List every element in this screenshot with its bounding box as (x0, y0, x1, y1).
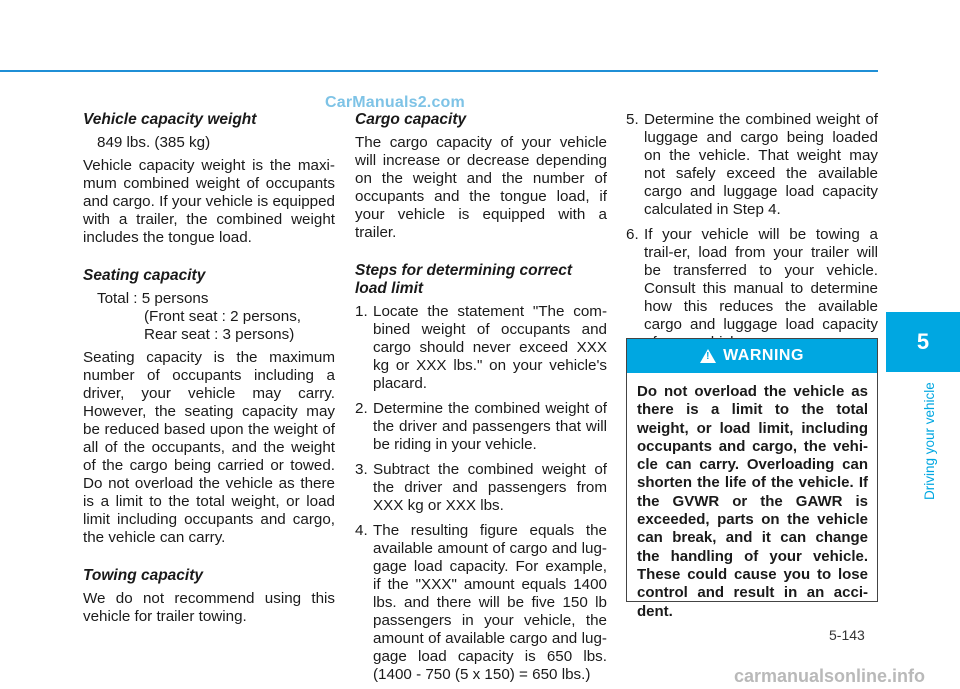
list-item-text: Determine the combined weight of the driver and passengers that will be riding in your vehicle. (373, 400, 607, 453)
list-item-number: 4. (355, 522, 368, 539)
list-item-text: Determine the combined weight of luggage and cargo being loaded on the vehicle. That weight may not safely exceed the available cargo and luggage load capacity calculated in Step 4. (644, 111, 878, 218)
vehicle-capacity-heading: Vehicle capacity weight (83, 111, 257, 128)
warning-header (627, 339, 877, 373)
list-item (355, 303, 607, 393)
list-item (626, 111, 878, 219)
steps-heading: Steps for determining correct load limit (355, 262, 573, 297)
watermark-bottom: carmanualsonline.info (734, 666, 926, 686)
list-item-text: Subtract the combined weight of the driver and passengers from XXX kg or XXX lbs. (373, 461, 607, 514)
list-item (355, 461, 607, 515)
list-item-number: 3. (355, 461, 368, 478)
vehicle-capacity-value: 849 lbs. (385 kg) (97, 134, 211, 151)
steps-list (355, 303, 607, 684)
list-item-text: Locate the statement "The com-bined weight of occupants and cargo should never exceed XXX kg or XXX lbs." on your vehicle's placard. (373, 303, 607, 392)
list-item-number: 1. (355, 303, 368, 320)
column-3 (626, 111, 878, 359)
steps-list-continued (626, 111, 878, 352)
list-item-number: 2. (355, 400, 368, 417)
vehicle-capacity-body: Vehicle capacity weight is the maxi-mum combined weight of occupants and cargo. If your vehicle is equipped with a trailer, the combined weight includes the tongue load. (83, 157, 335, 246)
list-item-number: 5. (626, 111, 639, 128)
header-rule (0, 70, 878, 72)
column-2 (355, 111, 607, 689)
list-item-number: 6. (626, 226, 639, 243)
list-item-text: If your vehicle will be towing a trail-er, load from your trailer will be transferred to your vehicle. Consult this manual to determine how this reduces the available cargo and luggage load capacity (644, 226, 878, 333)
page-number: 5-143 (829, 627, 865, 643)
chapter-label-text: Driving your vehicle (922, 382, 937, 500)
towing-capacity-heading: Towing capacity (83, 567, 204, 584)
cargo-capacity-body: The cargo capacity of your vehicle will increase or decrease depending on the weight and the number of occupants and the tongue load, if your vehicle is equipped with a trailer. (355, 134, 607, 241)
seating-capacity-body: Seating capacity is the maximum number of occupants including a driver, your vehicle may carry. However, the seating capacity may be reduced based upon the weight of all of the occupants, and the weight of the cargo being carried or towed. Do not overload the vehicle as there is a limit to the total weight, or load limit including occupants and cargo, the vehicle can carry. (83, 349, 335, 546)
warning-body: Do not overload the vehicle as there is a limit to the total weight, or load limit, including occupants and cargo, the vehi-cle can carry. Overloading can shorten the life of the vehicle. If the GVWR or the GAWR is exceeded, parts on the vehicle can break, and it can change the handling of your vehicle. These could cause you to lose control and result in an acci-dent. (637, 383, 868, 620)
chapter-label (922, 382, 942, 510)
warning-triangle-icon (700, 349, 716, 363)
list-item (626, 226, 878, 352)
towing-capacity-body: We do not recommend using this vehicle for trailer towing. (83, 590, 335, 625)
column-1 (83, 111, 335, 634)
seating-rear: Rear seat : 3 persons) (144, 326, 295, 343)
warning-box (626, 338, 878, 620)
seating-capacity-heading: Seating capacity (83, 267, 206, 284)
watermark-top: CarManuals2.com (325, 94, 465, 111)
cargo-capacity-heading: Cargo capacity (355, 111, 467, 128)
chapter-tab: 5 (886, 312, 960, 372)
seating-total: Total : 5 persons (97, 290, 209, 307)
list-item (355, 522, 607, 684)
warning-title: WARNING (723, 347, 804, 364)
seating-front: (Front seat : 2 persons, (144, 308, 302, 325)
list-item-text: The resulting figure equals the available amount of cargo and lug-gage load capacity. For example, if the "XXX" amount equals 1400 lbs. and there will be five 150 lb passengers in your vehicle, the amount of available cargo and lug-gage load capacity is 650 lbs. (1400 - 750 (5 x 150) = 650 lbs.) (373, 522, 607, 683)
list-item (355, 400, 607, 454)
